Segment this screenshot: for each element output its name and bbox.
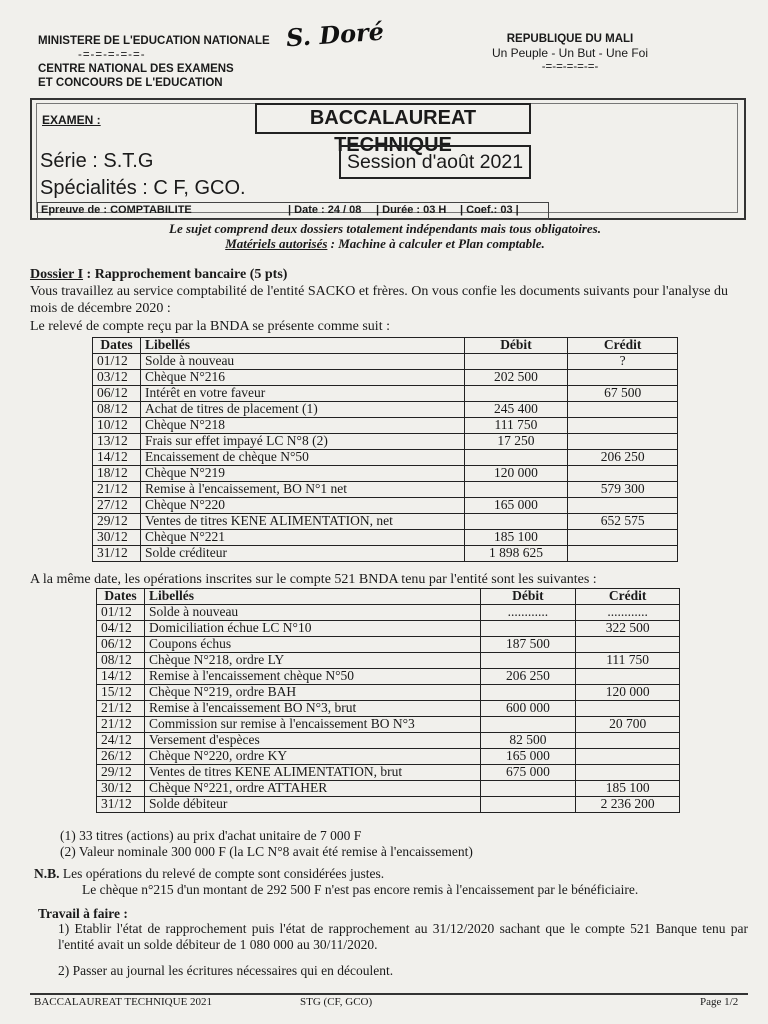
cell-date: 30/12 [97, 781, 145, 797]
republic-motto: Un Peuple - Un But - Une Foi [491, 46, 649, 60]
cell-date: 26/12 [97, 749, 145, 765]
cell-libelle: Ventes de titres KENE ALIMENTATION, net [140, 514, 464, 530]
table-row [93, 370, 678, 386]
col-libelles: Libellés [144, 589, 480, 605]
table-row [97, 669, 680, 685]
cell-libelle: Chèque N°219, ordre BAH [144, 685, 480, 701]
table-row [97, 621, 680, 637]
cell-libelle: Intérêt en votre faveur [140, 386, 464, 402]
cell-credit: 67 500 [568, 386, 678, 402]
ministry-name: MINISTERE DE L'EDUCATION NATIONALE [38, 35, 270, 47]
cell-libelle: Chèque N°220 [140, 498, 464, 514]
dossier-paragraph-3: A la même date, les opérations inscrites sur le compte 521 BNDA tenu par l'entité sont les suivantes : [30, 572, 597, 587]
cell-credit: 579 300 [568, 482, 678, 498]
cell-debit: 165 000 [480, 749, 576, 765]
cell-date: 21/12 [97, 717, 145, 733]
cell-debit [480, 781, 576, 797]
note-1: (1) 33 titres (actions) au prix d'achat unitaire de 7 000 F [60, 828, 362, 843]
serie-label: Série : S.T.G [40, 150, 154, 172]
nb-line-1 [34, 866, 384, 882]
cell-date: 04/12 [97, 621, 145, 637]
cell-libelle: Frais sur effet impayé LC N°8 (2) [140, 434, 464, 450]
cell-libelle: Remise à l'encaissement chèque N°50 [144, 669, 480, 685]
dossier-title [30, 267, 287, 283]
table-row [93, 530, 678, 546]
republic-separator: -=-=-=-=-=- [541, 61, 599, 73]
cell-libelle: Coupons échus [144, 637, 480, 653]
materiels-label: Matériels autorisés [225, 236, 328, 251]
cell-date: 06/12 [93, 386, 141, 402]
cell-libelle: Domiciliation échue LC N°10 [144, 621, 480, 637]
cell-credit [576, 637, 680, 653]
cell-credit [568, 418, 678, 434]
cell-date: 27/12 [93, 498, 141, 514]
table-row [97, 765, 680, 781]
cell-date: 13/12 [93, 434, 141, 450]
cell-credit: 206 250 [568, 450, 678, 466]
cell-credit: 20 700 [576, 717, 680, 733]
cell-credit: 2 236 200 [576, 797, 680, 813]
intro-block [40, 221, 730, 251]
table-row [97, 717, 680, 733]
note-2: (2) Valeur nominale 300 000 F (la LC N°8 avait été remise à l'encaissement) [60, 844, 473, 859]
republic-header [470, 32, 670, 74]
cell-libelle: Solde à nouveau [144, 605, 480, 621]
cell-credit: 185 100 [576, 781, 680, 797]
cell-libelle: Versement d'espèces [144, 733, 480, 749]
cell-credit [568, 498, 678, 514]
table-row [93, 514, 678, 530]
table-header-row [93, 338, 678, 354]
cell-date: 31/12 [93, 546, 141, 562]
cell-libelle: Chèque N°218 [140, 418, 464, 434]
cell-date: 01/12 [93, 354, 141, 370]
cell-credit: ............ [576, 605, 680, 621]
col-libelles: Libellés [140, 338, 464, 354]
cell-date: 14/12 [97, 669, 145, 685]
cell-libelle: Encaissement de chèque N°50 [140, 450, 464, 466]
intro-line1: Le sujet comprend deux dossiers totalement indépendants mais tous obligatoires. [169, 221, 601, 236]
cell-debit: 185 100 [464, 530, 568, 546]
cell-credit [568, 530, 678, 546]
dossier-number: Dossier I [30, 267, 84, 282]
col-credit: Crédit [576, 589, 680, 605]
dossier-paragraph-1: Vous travaillez au service comptabilité de l'entité SACKO et frères. On vous confie les documents suivants pour l'analyse du mois de décembre 2020 : [30, 284, 728, 316]
cell-debit: 600 000 [480, 701, 576, 717]
cell-libelle: Chèque N°219 [140, 466, 464, 482]
cell-debit [480, 653, 576, 669]
table-row [97, 781, 680, 797]
cell-date: 08/12 [97, 653, 145, 669]
cell-credit: 120 000 [576, 685, 680, 701]
cell-libelle: Solde débiteur [144, 797, 480, 813]
cell-credit [568, 434, 678, 450]
cell-date: 21/12 [93, 482, 141, 498]
table-row [93, 466, 678, 482]
cell-credit [576, 669, 680, 685]
cell-libelle: Chèque N°220, ordre KY [144, 749, 480, 765]
specialites-label: Spécialités : C F, GCO. [40, 177, 246, 199]
dossier-subject: : Rapprochement bancaire (5 pts) [83, 267, 288, 282]
centre-name-line1: CENTRE NATIONAL DES EXAMENS [38, 63, 234, 75]
cell-credit [568, 546, 678, 562]
table-row [93, 434, 678, 450]
date-label: | Date : 24 / 08 [288, 204, 362, 216]
cell-date: 29/12 [97, 765, 145, 781]
table-row [97, 701, 680, 717]
table-row [93, 498, 678, 514]
cell-libelle: Remise à l'encaissement, BO N°1 net [140, 482, 464, 498]
cell-credit [568, 402, 678, 418]
cell-libelle: Chèque N°221, ordre ATTAHER [144, 781, 480, 797]
travail-item-2: 2) Passer au journal les écritures nécessaires qui en découlent. [58, 963, 394, 978]
cell-debit: 1 898 625 [464, 546, 568, 562]
intro-line2 [40, 236, 730, 251]
table-row [97, 733, 680, 749]
table-row [93, 546, 678, 562]
cell-debit [464, 450, 568, 466]
cell-debit: 165 000 [464, 498, 568, 514]
cell-date: 03/12 [93, 370, 141, 386]
cell-debit: 206 250 [480, 669, 576, 685]
cell-libelle: Ventes de titres KENE ALIMENTATION, brut [144, 765, 480, 781]
cell-debit [480, 621, 576, 637]
travail-title: Travail à faire : [38, 906, 128, 921]
table-row [97, 797, 680, 813]
col-debit: Débit [464, 338, 568, 354]
col-dates: Dates [93, 338, 141, 354]
cell-libelle: Solde à nouveau [140, 354, 464, 370]
cell-date: 15/12 [97, 685, 145, 701]
cell-date: 31/12 [97, 797, 145, 813]
cell-date: 21/12 [97, 701, 145, 717]
session-label: Session d'août 2021 [339, 145, 531, 179]
table-row [97, 749, 680, 765]
cell-credit [576, 749, 680, 765]
bank-statement-table [92, 337, 678, 562]
table-row [97, 653, 680, 669]
footer-left: BACCALAUREAT TECHNIQUE 2021 [34, 996, 213, 1008]
cell-debit: 675 000 [480, 765, 576, 781]
centre-name-line2: ET CONCOURS DE L'EDUCATION [38, 77, 223, 89]
cell-credit: ? [568, 354, 678, 370]
cell-debit: 111 750 [464, 418, 568, 434]
col-debit: Débit [480, 589, 576, 605]
table-row [97, 605, 680, 621]
footer-divider [30, 993, 748, 995]
cell-debit: 82 500 [480, 733, 576, 749]
cell-debit: 245 400 [464, 402, 568, 418]
cell-debit [480, 717, 576, 733]
cell-date: 10/12 [93, 418, 141, 434]
cell-debit: 202 500 [464, 370, 568, 386]
table-header-row [97, 589, 680, 605]
col-credit: Crédit [568, 338, 678, 354]
table-row [93, 418, 678, 434]
exam-title: BACCALAUREAT TECHNIQUE [255, 103, 531, 134]
cell-date: 01/12 [97, 605, 145, 621]
table-row [93, 482, 678, 498]
cell-debit: 187 500 [480, 637, 576, 653]
footer-page: Page 1/2 [700, 996, 739, 1008]
materiels-text: : Machine à calculer et Plan comptable. [327, 236, 545, 251]
table-row [97, 637, 680, 653]
cell-date: 08/12 [93, 402, 141, 418]
cell-libelle: Achat de titres de placement (1) [140, 402, 464, 418]
cell-libelle: Commission sur remise à l'encaissement BO N°3 [144, 717, 480, 733]
cell-date: 30/12 [93, 530, 141, 546]
cell-debit [464, 386, 568, 402]
cell-credit: 322 500 [576, 621, 680, 637]
exam-meta-row [37, 202, 549, 220]
table-row [93, 354, 678, 370]
cell-libelle: Remise à l'encaissement BO N°3, brut [144, 701, 480, 717]
cell-debit: 17 250 [464, 434, 568, 450]
cell-libelle: Chèque N°216 [140, 370, 464, 386]
cell-debit [480, 797, 576, 813]
footer-middle: STG (CF, GCO) [300, 996, 373, 1008]
cell-debit [464, 482, 568, 498]
table-row [93, 450, 678, 466]
account-521-table [96, 588, 680, 813]
coef-label: | Coef.: 03 | [460, 204, 519, 216]
cell-credit [576, 765, 680, 781]
cell-debit [464, 514, 568, 530]
cell-libelle: Solde créditeur [140, 546, 464, 562]
cell-debit: 120 000 [464, 466, 568, 482]
col-dates: Dates [97, 589, 145, 605]
cell-date: 14/12 [93, 450, 141, 466]
republic-title: REPUBLIQUE DU MALI [506, 33, 634, 45]
table-row [93, 402, 678, 418]
examen-label: EXAMEN : [42, 113, 101, 127]
dossier-paragraph-2: Le relevé de compte reçu par la BNDA se présente comme suit : [30, 319, 390, 334]
travail-item-1: 1) Etablir l'état de rapprochement puis l'état de rapprochement au 31/12/2020 sachant que le compte 521 Banque tenu par l'entité avait un solde débiteur de 1 080 000 au 30/11/2020. [58, 921, 748, 952]
cell-date: 18/12 [93, 466, 141, 482]
cell-date: 24/12 [97, 733, 145, 749]
table-row [97, 685, 680, 701]
cell-date: 06/12 [97, 637, 145, 653]
cell-libelle: Chèque N°218, ordre LY [144, 653, 480, 669]
nb-text-2: Le chèque n°215 d'un montant de 292 500 F n'est pas encore remis à l'encaissement par le bénéficiaire. [82, 882, 639, 897]
cell-credit [576, 701, 680, 717]
cell-libelle: Chèque N°221 [140, 530, 464, 546]
cell-credit: 652 575 [568, 514, 678, 530]
header-separator: -=-=-=-=-=- [78, 49, 146, 61]
cell-debit [464, 354, 568, 370]
cell-date: 29/12 [93, 514, 141, 530]
duree-label: | Durée : 03 H [376, 204, 447, 216]
cell-debit: ............ [480, 605, 576, 621]
table-row [93, 386, 678, 402]
cell-debit [480, 685, 576, 701]
handwritten-annotation: S. Doré [285, 16, 385, 53]
nb-label: N.B. [34, 866, 60, 881]
cell-credit [568, 370, 678, 386]
epreuve-label: Epreuve de : COMPTABILITE [41, 204, 192, 216]
cell-credit [568, 466, 678, 482]
cell-credit [576, 733, 680, 749]
ministry-header [38, 34, 270, 90]
cell-credit: 111 750 [576, 653, 680, 669]
nb-text-1: Les opérations du relevé de compte sont considérées justes. [59, 866, 385, 881]
